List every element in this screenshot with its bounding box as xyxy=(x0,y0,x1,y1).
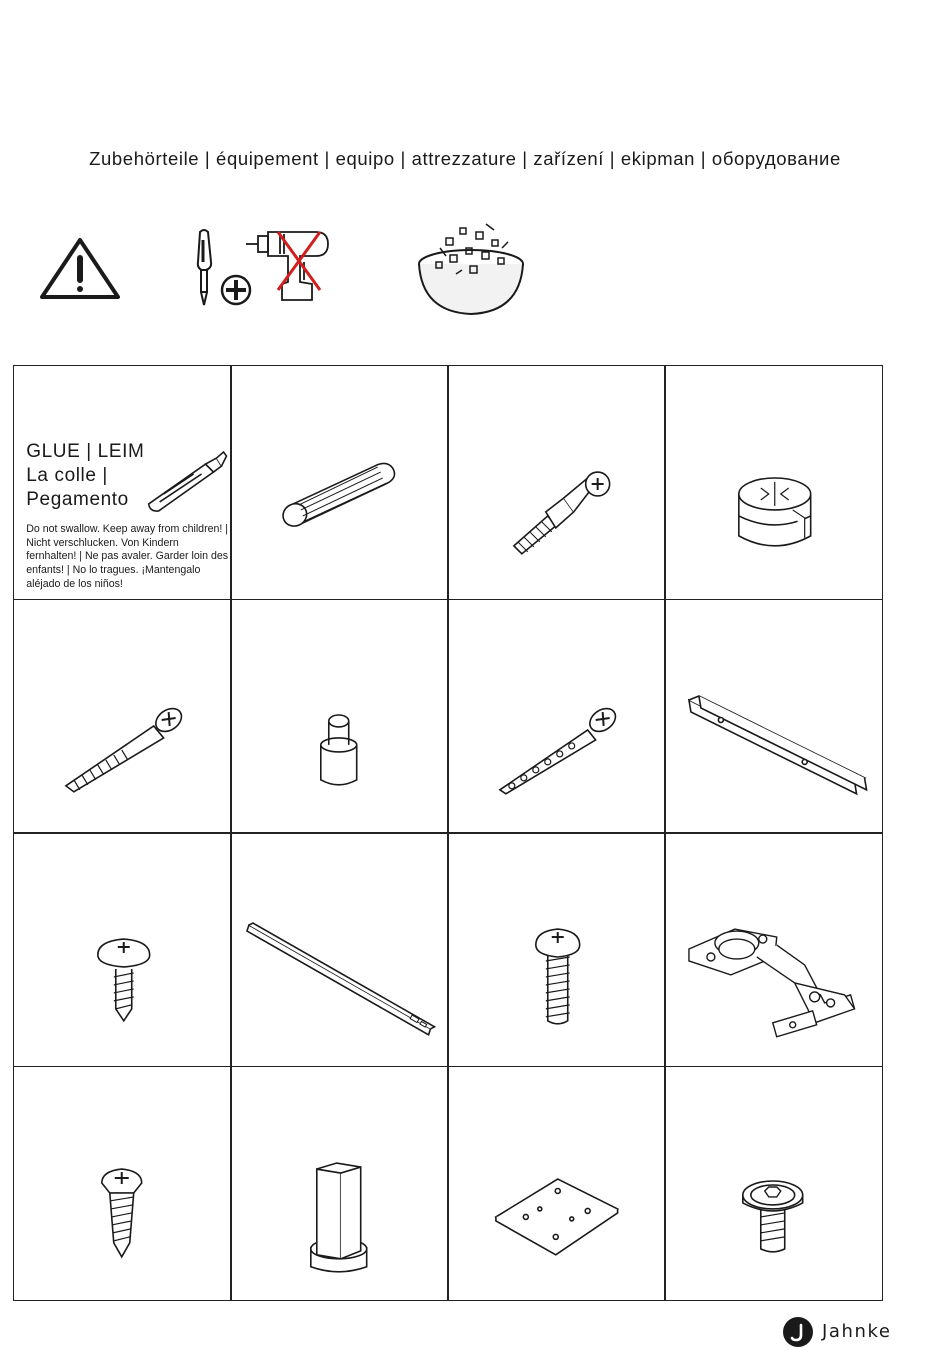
part-cell-hinge xyxy=(664,832,883,1067)
part-cell-shelf-pin xyxy=(230,599,449,834)
mounting-plate-icon xyxy=(448,1067,665,1300)
glue-label-line: Pegamento xyxy=(26,489,129,511)
glue-label-line: La colle | xyxy=(26,465,108,487)
wood-screw-icon xyxy=(14,600,231,833)
part-cell-pan-head-screw xyxy=(13,832,232,1067)
part-cell-hex-bolt xyxy=(664,1066,883,1301)
tools-row xyxy=(0,0,950,340)
part-cell-cam-lock xyxy=(664,365,883,600)
part-cell-euro-screw xyxy=(447,832,666,1067)
part-cell-glue xyxy=(13,365,232,600)
cam-lock-nut-icon xyxy=(665,366,882,599)
glue-warning-text: Do not swallow. Keep away from children! | Nicht verschlucken. Von Kindern fernhalten! | Ne pas avaler. Garder loin des enfants! | No lo tragues. ¡Mantengalo aléjado de los niños! xyxy=(26,523,229,590)
part-cell-flat-bar xyxy=(230,832,449,1067)
glue-label-line: GLUE | LEIM xyxy=(26,441,145,463)
cabinet-hinge-icon xyxy=(665,833,882,1066)
part-cell-chipboard-screw xyxy=(447,599,666,834)
parts-grid xyxy=(14,366,882,1300)
parts-bowl-icon xyxy=(419,224,523,314)
hinge-mounting-post-icon xyxy=(231,1067,448,1300)
countersunk-screw-icon xyxy=(14,1067,231,1300)
part-cell-mounting-plate xyxy=(447,1066,666,1301)
cam-bolt-icon xyxy=(448,366,665,599)
pan-head-screw-icon xyxy=(14,833,231,1066)
part-cell-wood-screw xyxy=(13,599,232,834)
brand-name: Jahnke xyxy=(822,1321,892,1342)
euro-screw-icon xyxy=(448,833,665,1066)
page-title: Zubehörteile | équipement | equipo | attrezzature | zařízení | ekipman | оборудование xyxy=(89,148,841,169)
flat-bar-icon xyxy=(231,833,448,1066)
screwdriver-icon xyxy=(198,230,211,305)
part-cell-dowel xyxy=(230,365,449,600)
power-drill-crossed-icon xyxy=(246,232,328,300)
metal-rail-icon xyxy=(665,600,882,833)
wooden-dowel-icon xyxy=(231,366,448,599)
part-cell-countersunk-screw xyxy=(13,1066,232,1301)
brand-logo-icon xyxy=(782,1316,814,1348)
part-cell-mounting-post xyxy=(230,1066,449,1301)
hex-socket-bolt-icon xyxy=(665,1067,882,1300)
part-cell-metal-rail xyxy=(664,599,883,834)
part-cell-cam-bolt xyxy=(447,365,666,600)
phillips-head-icon xyxy=(222,276,250,304)
chipboard-screw-icon xyxy=(448,600,665,833)
shelf-support-pin-icon xyxy=(231,600,448,833)
warning-triangle-icon xyxy=(42,240,118,297)
